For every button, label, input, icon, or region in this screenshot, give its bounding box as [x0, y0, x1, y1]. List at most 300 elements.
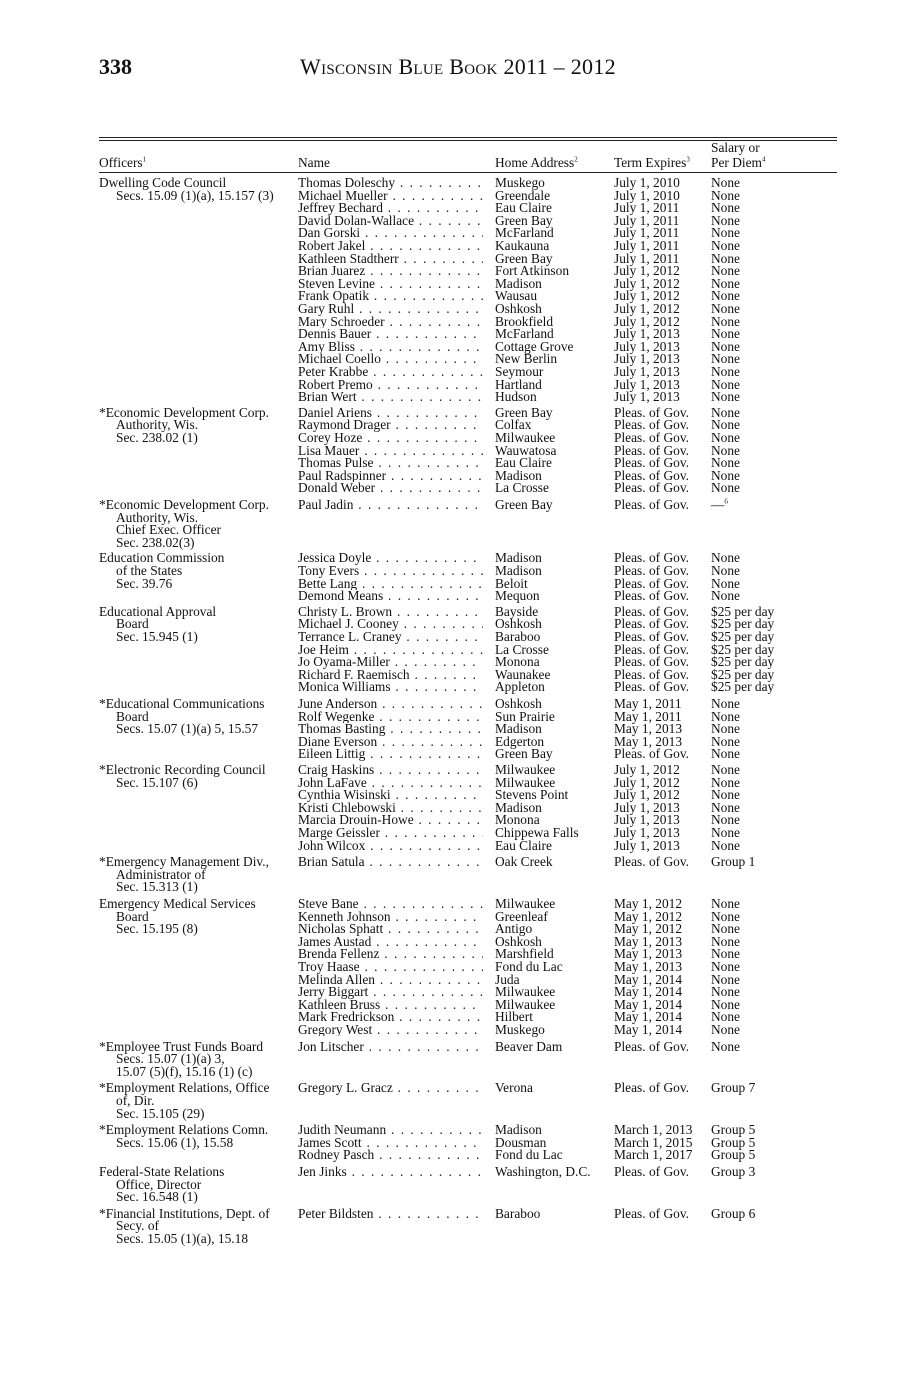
officer-line: Secs. 15.07 (1)(a) 3, [116, 1051, 225, 1067]
table-row [0, 212, 907, 228]
home-address: McFarland [495, 326, 554, 342]
table-row [0, 313, 907, 329]
member-name: Rodney Pasch . . . [298, 1149, 483, 1162]
term-expires: Pleas. of Gov. [614, 455, 690, 471]
table-row [0, 265, 907, 278]
home-address: Milwaukee [495, 429, 556, 445]
salary: None [711, 467, 741, 483]
table-row [0, 237, 907, 253]
officer-line: Educational Approval [99, 603, 217, 619]
officer-line: Authority, Wis. [116, 417, 199, 433]
table-row [0, 1038, 907, 1054]
salary: None [711, 695, 741, 711]
table-row [0, 442, 907, 458]
home-address: Milwaukee [495, 774, 556, 790]
home-address: Brookfield [495, 313, 554, 329]
term-expires: May 1, 2013 [614, 933, 683, 949]
home-address: Fort Atkinson [495, 263, 570, 279]
term-expires: Pleas. of Gov. [614, 588, 690, 604]
home-address: Madison [495, 550, 542, 566]
table-row [0, 404, 907, 420]
table-row [0, 482, 907, 495]
table-row [0, 467, 907, 483]
members [0, 177, 907, 404]
member-name: Eileen Littig . . . [298, 748, 483, 761]
member-name: Rolf Wegenke . . . [298, 711, 483, 724]
salary: None [711, 958, 741, 974]
table-row [0, 933, 907, 949]
table-row [0, 187, 907, 203]
member-name: Joe Heim . . . [298, 644, 483, 657]
table-row [0, 748, 907, 761]
term-expires: July 1, 2013 [614, 799, 680, 815]
home-address: Madison [495, 562, 542, 578]
home-address: Juda [495, 971, 520, 987]
home-address: Oshkosh [495, 616, 542, 632]
term-expires: Pleas. of Gov. [614, 854, 690, 870]
officer-line: Chief Exec. Officer [116, 522, 221, 538]
salary: None [711, 837, 741, 853]
member-name: Jon Litscher . . . [298, 1041, 483, 1054]
table-row [0, 300, 907, 316]
salary: None [711, 812, 741, 828]
term-expires: May 1, 2012 [614, 921, 683, 937]
member-name: Thomas Pulse . . . [298, 457, 483, 470]
home-address: Bayside [495, 603, 539, 619]
term-expires: July 1, 2013 [614, 363, 680, 379]
member-name: Christy L. Brown . . . [298, 606, 483, 619]
salary: None [711, 404, 741, 420]
home-address: Milwaukee [495, 984, 556, 1000]
home-address: Green Bay [495, 404, 553, 420]
home-address: La Crosse [495, 641, 549, 657]
table-row [0, 681, 907, 694]
table-row [0, 575, 907, 591]
table-row [0, 177, 907, 190]
member-name: Kenneth Johnson . . . [298, 911, 483, 924]
home-address: Milwaukee [495, 895, 556, 911]
footnote-marker: 6 [724, 497, 728, 506]
salary: None [711, 200, 741, 216]
members [0, 603, 907, 695]
member-name: Terrance L. Craney . . . [298, 631, 483, 644]
officer-group [0, 1082, 907, 1120]
table-row [0, 695, 907, 711]
officer-line: *Financial Institutions, Dept. of [99, 1205, 270, 1221]
member-name: James Scott . . . [298, 1137, 483, 1150]
table-row [0, 419, 907, 432]
member-name: Jessica Doyle . . . [298, 552, 483, 565]
member-name: John LaFave . . . [298, 777, 483, 790]
term-expires: Pleas. of Gov. [614, 654, 690, 670]
salary: Group 3 [711, 1163, 756, 1179]
term-expires: May 1, 2011 [614, 708, 682, 724]
home-address: Fond du Lac [495, 958, 563, 974]
table-row [0, 814, 907, 827]
officer-group [0, 404, 907, 496]
home-address: Eau Claire [495, 455, 552, 471]
salary: Group 1 [711, 854, 756, 870]
table-row [0, 824, 907, 840]
salary: None [711, 733, 741, 749]
salary: None [711, 708, 741, 724]
term-expires: Pleas. of Gov. [614, 562, 690, 578]
officer-line: of the States [116, 562, 183, 578]
officer-line: 15.07 (5)(f), 15.16 (1) (c) [116, 1063, 253, 1079]
member-name: June Anderson . . . [298, 698, 483, 711]
home-address: Kaukauna [495, 237, 550, 253]
member-name: Cynthia Wisinski . . . [298, 789, 483, 802]
home-address: Madison [495, 275, 542, 291]
member-name: Marcia Drouin-Howe . . . [298, 814, 483, 827]
salary: None [711, 824, 741, 840]
home-address: Beloit [495, 575, 528, 591]
home-address: Greenleaf [495, 908, 548, 924]
table-row [0, 789, 907, 802]
salary: None [711, 389, 741, 405]
officer-group [0, 761, 907, 853]
member-name: Brian Wert . . . [298, 391, 483, 404]
member-name: Raymond Drager . . . [298, 419, 483, 432]
members [0, 761, 907, 853]
term-expires: July 1, 2010 [614, 175, 680, 190]
table-row [0, 837, 907, 853]
term-expires: July 1, 2011 [614, 225, 680, 241]
salary: None [711, 746, 741, 762]
members [0, 695, 907, 762]
members [0, 895, 907, 1037]
term-expires: May 1, 2014 [614, 971, 683, 987]
salary: None [711, 225, 741, 241]
officer-line: Secy. of [116, 1218, 160, 1234]
home-address: Dousman [495, 1134, 547, 1150]
member-name: Dan Gorski . . . [298, 227, 483, 240]
member-name: Craig Haskins . . . [298, 764, 483, 777]
member-name: Jeffrey Bechard . . . [298, 202, 483, 215]
col-officers: Officers$^1$ [99, 155, 147, 170]
table-row [0, 590, 907, 603]
table-row [0, 986, 907, 999]
term-expires: July 1, 2012 [614, 275, 680, 291]
salary: $25 per day [711, 654, 775, 670]
term-expires: Pleas. of Gov. [614, 1163, 690, 1179]
page-number: 338 [99, 54, 132, 79]
salary: None [711, 263, 741, 279]
term-expires: Pleas. of Gov. [614, 641, 690, 657]
term-expires: July 1, 2013 [614, 326, 680, 342]
home-address: Oshkosh [495, 933, 542, 949]
table-row [0, 227, 907, 240]
member-name: James Austad . . . [298, 936, 483, 949]
home-address: Green Bay [495, 496, 553, 512]
table-row [0, 733, 907, 749]
salary: None [711, 250, 741, 266]
home-address: Chippewa Falls [495, 824, 579, 840]
members [0, 1205, 907, 1221]
term-expires: July 1, 2012 [614, 787, 680, 803]
column-headers [0, 140, 907, 172]
home-address: La Crosse [495, 480, 549, 496]
table-row [0, 1134, 907, 1150]
officer-line: Secs. 15.06 (1), 15.58 [116, 1134, 234, 1150]
table-row [0, 353, 907, 366]
home-address: Eau Claire [495, 837, 552, 853]
table-row [0, 723, 907, 736]
term-expires: Pleas. of Gov. [614, 575, 690, 591]
table-row [0, 923, 907, 936]
home-address: Waunakee [495, 666, 551, 682]
table-row [0, 457, 907, 470]
member-name: Donald Weber . . . [298, 482, 483, 495]
officer-group [0, 1038, 907, 1079]
table-row [0, 328, 907, 341]
member-name: Judith Neumann . . . [298, 1124, 483, 1137]
salary: None [711, 1038, 741, 1054]
home-address: Beaver Dam [495, 1038, 563, 1054]
officer-group [0, 1163, 907, 1205]
table-row [0, 250, 907, 266]
salary: None [711, 895, 741, 911]
table-row [0, 562, 907, 578]
col-home-address: Home Address$^2$ [495, 155, 578, 170]
salary: None [711, 376, 741, 392]
member-name: Paul Jadin . . . [298, 499, 483, 512]
salary: None [711, 908, 741, 924]
table-row [0, 338, 907, 354]
officer-group [0, 1205, 907, 1246]
table-row [0, 708, 907, 724]
salary: None [711, 313, 741, 329]
term-expires: July 1, 2012 [614, 263, 680, 279]
home-address: Oshkosh [495, 300, 542, 316]
term-expires: Pleas. of Gov. [614, 467, 690, 483]
member-name: Corey Hoze . . . [298, 432, 483, 445]
salary: None [711, 562, 741, 578]
table-row [0, 1021, 907, 1037]
table-row [0, 774, 907, 790]
member-name: Jerry Biggart . . . [298, 986, 483, 999]
salary: $25 per day [711, 616, 775, 632]
term-expires: May 1, 2011 [614, 695, 682, 711]
home-address: Eau Claire [495, 200, 552, 216]
table-row [0, 429, 907, 445]
officer-line: Board [116, 616, 149, 632]
salary: None [711, 363, 741, 379]
term-expires: July 1, 2012 [614, 313, 680, 329]
col-salary-line2: Per Diem$^4$ [711, 155, 766, 170]
officer-line: Sec. 238.02(3) [116, 534, 195, 550]
home-address: Oshkosh [495, 695, 542, 711]
term-expires: July 1, 2011 [614, 212, 680, 228]
salary: Group 5 [711, 1147, 756, 1163]
home-address: Madison [495, 721, 542, 737]
salary: None [711, 300, 741, 316]
header-bottom-rule [99, 172, 837, 173]
salary: None [711, 417, 741, 433]
home-address: Hilbert [495, 1009, 533, 1025]
member-name: Kristi Chlebowski . . . [298, 802, 483, 815]
term-expires: July 1, 2012 [614, 774, 680, 790]
home-address: Verona [495, 1080, 533, 1096]
salary: $25 per day [711, 679, 775, 695]
officer-group [0, 695, 907, 762]
officer-line: *Employee Trust Funds Board [99, 1038, 264, 1054]
salary: None [711, 774, 741, 790]
salary: None [711, 326, 741, 342]
term-expires: May 1, 2014 [614, 1009, 683, 1025]
officer-line: *Employment Relations, Office [99, 1080, 270, 1096]
member-name: Frank Opatik . . . [298, 290, 483, 303]
term-expires: Pleas. of Gov. [614, 603, 690, 619]
salary: Group 6 [711, 1205, 756, 1221]
term-expires: March 1, 2013 [614, 1122, 693, 1138]
term-expires: May 1, 2014 [614, 996, 683, 1012]
term-expires: Pleas. of Gov. [614, 616, 690, 632]
member-name: Michael J. Cooney . . . [298, 618, 483, 631]
officer-line: Board [116, 908, 149, 924]
member-name: Marge Geissler . . . [298, 827, 483, 840]
members [0, 1124, 907, 1162]
member-name: Steven Levine . . . [298, 278, 483, 291]
col-term-expires: Term Expires$^3$ [614, 155, 690, 170]
member-name: Michael Coello . . . [298, 353, 483, 366]
home-address: Madison [495, 1122, 542, 1138]
term-expires: Pleas. of Gov. [614, 496, 690, 512]
officer-line: Dwelling Code Council [99, 175, 227, 190]
home-address: Sun Prairie [495, 708, 555, 724]
table-row [0, 290, 907, 303]
table-row [0, 971, 907, 987]
officer-line: Sec. 15.313 (1) [116, 879, 198, 895]
term-expires: May 1, 2014 [614, 1021, 683, 1037]
member-name: Paul Radspinner . . . [298, 470, 483, 483]
member-name: Jen Jinks . . . [298, 1166, 483, 1179]
member-name: Gregory L. Gracz . . . [298, 1082, 483, 1095]
member-name: Peter Bildsten . . . [298, 1208, 483, 1221]
table-row [0, 761, 907, 777]
salary: None [711, 550, 741, 566]
table-row [0, 1149, 907, 1162]
salary: None [711, 455, 741, 471]
salary: None [711, 442, 741, 458]
salary: None [711, 933, 741, 949]
home-address: Monona [495, 654, 540, 670]
home-address: Milwaukee [495, 761, 556, 777]
table-row [0, 948, 907, 961]
table-row [0, 496, 907, 512]
officer-line: Secs. 15.09 (1)(a), 15.157 (3) [116, 187, 274, 203]
member-name: Richard F. Raemisch . . . [298, 669, 483, 682]
term-expires: Pleas. of Gov. [614, 442, 690, 458]
salary: None [711, 575, 741, 591]
member-name: Dennis Bauer . . . [298, 328, 483, 341]
table-row [0, 856, 907, 869]
member-name: Brian Satula . . . [298, 856, 483, 869]
salary: None [711, 1021, 741, 1037]
home-address: Hudson [495, 389, 537, 405]
salary: None [711, 351, 741, 367]
home-address: Baraboo [495, 1205, 541, 1221]
home-address: Edgerton [495, 733, 545, 749]
salary: Group 5 [711, 1122, 756, 1138]
term-expires: Pleas. of Gov. [614, 666, 690, 682]
salary: None [711, 429, 741, 445]
member-name: Gary Ruhl . . . [298, 303, 483, 316]
home-address: Mequon [495, 588, 540, 604]
officer-line: Federal-State Relations [99, 1163, 225, 1179]
members [0, 404, 907, 496]
term-expires: Pleas. of Gov. [614, 429, 690, 445]
officer-line: Sec. 39.76 [116, 575, 173, 591]
member-name: Michael Mueller . . . [298, 190, 483, 203]
officer-group [0, 856, 907, 894]
officer-group [0, 603, 907, 695]
term-expires: Pleas. of Gov. [614, 746, 690, 762]
term-expires: May 1, 2012 [614, 908, 683, 924]
officer-line: Emergency Medical Services [99, 895, 256, 911]
salary: None [711, 787, 741, 803]
home-address: Wausau [495, 288, 538, 304]
home-address: Washington, D.C. [495, 1163, 591, 1179]
term-expires: July 1, 2012 [614, 300, 680, 316]
term-expires: May 1, 2013 [614, 721, 683, 737]
home-address: Green Bay [495, 250, 553, 266]
term-expires: July 1, 2010 [614, 187, 680, 203]
term-expires: July 1, 2013 [614, 812, 680, 828]
officer-line: Sec. 15.195 (8) [116, 921, 198, 937]
member-name: Robert Jakel . . . [298, 240, 483, 253]
table-row [0, 363, 907, 379]
member-name: Brian Juarez . . . [298, 265, 483, 278]
table-top-rule [99, 137, 837, 138]
salary: None [711, 480, 741, 496]
member-name: Lisa Mauer . . . [298, 445, 483, 458]
home-address: Seymour [495, 363, 544, 379]
home-address: Fond du Lac [495, 1147, 563, 1163]
table-row [0, 391, 907, 404]
salary: None [711, 237, 741, 253]
home-address: Muskego [495, 1021, 545, 1037]
member-name: Steve Bane . . . [298, 898, 483, 911]
officer-line: *Emergency Management Div., [99, 854, 269, 870]
table-row [0, 799, 907, 815]
term-expires: Pleas. of Gov. [614, 417, 690, 433]
member-name: Thomas Doleschy . . . [298, 177, 483, 190]
salary: $25 per day [711, 666, 775, 682]
table-row [0, 1163, 907, 1179]
salary: None [711, 921, 741, 937]
home-address: Baraboo [495, 628, 541, 644]
officer-line: *Employment Relations Comn. [99, 1122, 269, 1138]
officer-line: Secs. 15.07 (1)(a) 5, 15.57 [116, 721, 259, 737]
members [0, 496, 907, 512]
member-name: Kathleen Bruss . . . [298, 999, 483, 1012]
term-expires: May 1, 2013 [614, 733, 683, 749]
table-row [0, 1124, 907, 1137]
term-expires: May 1, 2012 [614, 895, 683, 911]
officer-line: *Economic Development Corp. [99, 404, 269, 420]
salary: None [711, 175, 741, 190]
home-address: Milwaukee [495, 996, 556, 1012]
home-address: Green Bay [495, 746, 553, 762]
salary: None [711, 721, 741, 737]
salary: Group 5 [711, 1134, 756, 1150]
salary: $25 per day [711, 628, 775, 644]
officer-line: Administrator of [116, 866, 206, 882]
term-expires: May 1, 2014 [614, 984, 683, 1000]
member-name: Monica Williams . . . [298, 681, 483, 694]
home-address: Madison [495, 799, 542, 815]
